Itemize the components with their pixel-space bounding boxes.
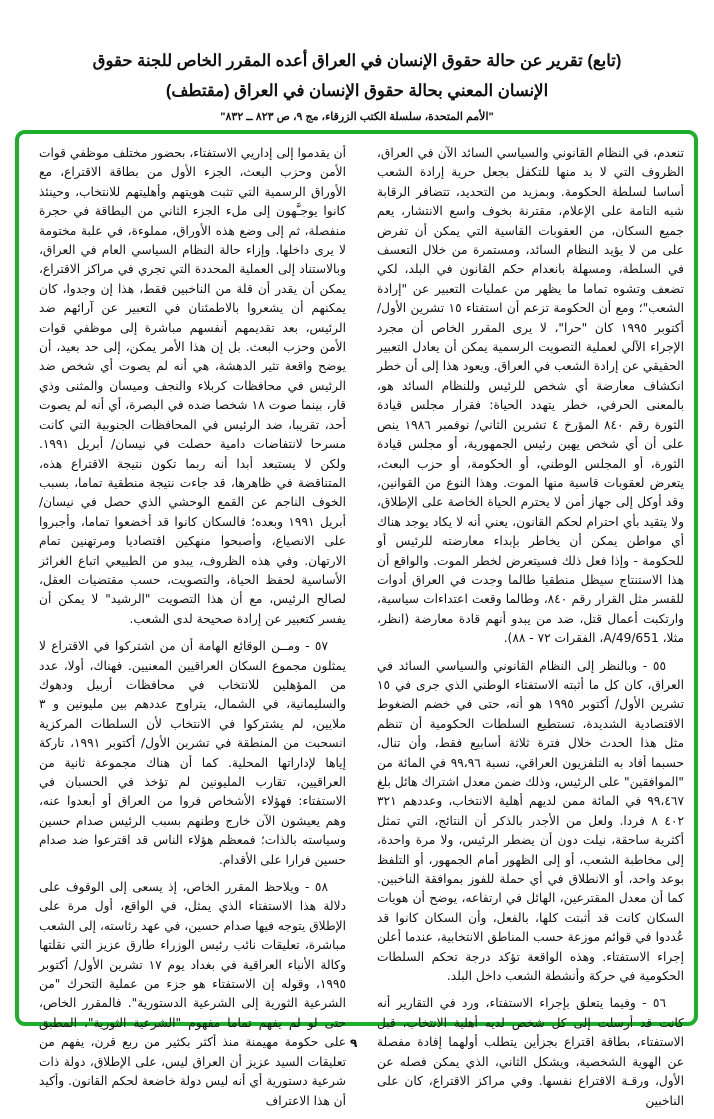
paragraph-58: ٥٨ - ويلاحظ المقرر الخاص، إذ يسعى إلى الوقوف على دلالة هذا الاستفتاء الذي يمثل، في الواقع، أول مرة على الإطلاق يتوجه فيها صدام حسين، في عهد رئاسته، إلى الشعب مباشرة، تعليقات نائب رئيس الوزراء طارق عزيز التي نقلتها وكالة الأنباء العراقية في بغداد يوم ١٧ تشرين الأول/ أكتوبر ١٩٩٥، وقوله إن الاستفتاء هو جزء من عملية التحرك "من الشرعية الثورية إلى الشرعية الدستورية". فالمقرر الخاص، حتى لو لم يفهم تماما مفهوم "الشرعية الثورية"، المطبق على حكومة مهيمنة منذ أكثر بكثير من ربع قرن، يفهم من تعليقات السيد عزيز أن العراق ليس، على الإطلاق، دولة ذات شرعية دستورية أي أنه ليس دولة خاضعة لحكم القانون. وأكيد أن هذا الاعتراف: [39, 880, 346, 1108]
page-number: ٩: [350, 1036, 358, 1050]
right-text-column: [377, 144, 684, 1119]
document-title: (تابع) تقرير عن حالة حقوق الإنسان في العراق أعده المقرر الخاص للجنة حقوق الإنسان المعني بحالة حقوق الإنسان في العراق (مقتطف): [92, 52, 622, 100]
paragraph-intro-continued: تنعدم، في النظام القانوني والسياسي السائد الآن في العراق، الظروف التي لا بد منها للتكفل بجعل حرية إرادة الشعب أساسا لسلطة الحكومة. وبمزيد من التحديد، تتضافر الرقابة شبه التامة على الإعلام، مقترنة بخوف واسع الانتشار، يعم جميع السكان، من العقوبات القاسية التي يمكن أن تفرض على من لا يؤيد النظام السائد، ومستمرة من خلال التعسف في السلطة، ومسهلة بانعدام حكم القانون في البلد، لكي تضعف وتشوه تماما ما يظهر من عمليات التعبير عن "إرادة الشعب"؛ ومع أن الحكومة تزعم أن استفتاء ١٥ تشرين الأول/ أكتوبر ١٩٩٥ كان "حرا"، لا يرى المقرر الخاص أن مجرد الإجراء الآلي لعملية التصويت الرسمية يمكن أن يعادل التعبير الحقيقي عن إرادة الشعب في العراق. ويعود هذا إلى أن خطر انكشاف معارضة أي شخص للرئيس وللنظام السائد هو، بالمعنى الحرفي، خطر يتهدد الحياة: فقرار مجلس قيادة الثورة رقم ٨٤٠ المؤرخ ٤ تشرين الثاني/ نوفمبر ١٩٨٦ ينص على أن أي شخص يهين رئيس الجمهورية، أو مجلس قيادة الثورة، أو المجلس الوطني، أو الحكومة، أو حزب البعث، يتعرض لعقوبات قاسية منها الموت. وهذا النوع من القوانين، وقد أوكل إلى جهاز أمن لا يحترم الحياة الخاصة على الإطلاق، ولا يتقيد بأي احترام لحكم القانون، يعني أنه لا يكاد يوجد هناك أي مواطن يمكن أن يخاطر بإبداء معارضته للرئيس أو للحكومة - وإذا فعل ذلك فسيتعرض لخطر الموت. والواقع أن هذا الاستنتاج سيظل منطقيا طالما وجدت في العراق أدوات للقسر مثل القرار رقم ٨٤٠، وطالما وقعت اعتداءات سياسية، وارتكبت أعمال قتل، ضد من يبدو أنهم قادة معارضة (انظر، مثلا، A/49/651، الفقرات ٧٢ - ٨٨).: [377, 146, 685, 646]
source-citation: "الأمم المتحدة، سلسلة الكتب الزرقاء، مج ٩، ص ٨٢٣ ــ ٨٣٢": [220, 111, 494, 123]
paragraph-56-continued: أن يقدموا إلى إداريي الاستفتاء، بحضور مختلف موظفي قوات الأمن وحزب البعث، الجزء الأول من بطاقة الاقتراع، مع الأوراق الرسمية التي تثبت هويتهم وأهليتهم للانتخاب، وحينئذ كانوا يوجـَّهون إلى ملء الجزء الثاني من البطاقة في حجرة منفصلة، ثم إلى وضع هذه الأوراق، مملوءة، في علبة مختومة لا يرى داخلها. وإزاء حالة النظام السياسي العام في العراق، وبالاستناد إلى العملية المحددة التي تجري في مراكز الاقتراع، يمكن أن يقدر أن قلة من الناخبين فقط، هذا إن وجدوا، كان يمكنهم أن يشعروا بالاطمئنان في التعبير عن آرائهم ضد الرئيس، بعد تقديمهم أنفسهم مباشرة إلى موظفي قوات الأمن وحزب البعث. بل إن هذا الأمر يمكن، إلى حد بعيد، أن يوضح واقعة تثير الدهشة، هي أنه لم يصوت أي شخص ضد الرئيس في محافظات كربلاء والنجف وميسان والمثنى وذي قار، بينما صوت ١٨ شخصا ضده في البصرة، أي أنه لم يصوت أحد، تقريبا، ضد الرئيس في المحافظات الجنوبية التي كانت مسرحا لانتفاضات دامية حصلت في نيسان/ أبريل ١٩٩١. ولكن لا يستبعد أبدا أنه ربما تكون نتيجة الاقتراع هذه، المتناقضة في ظاهرها، قد جاءت نتيجة منطقية تماما، بسبب الخوف الناجم عن القمع الوحشي الذي حصل في نيسان/ أبريل ١٩٩١ وبعده؛ فالسكان كانوا قد أخضعوا تماما، وأجبروا على الانصياع، وأصبحوا منهكين اقتصاديا ومرتهنين تمام الارتهان. وفي هذه الظروف، يبدو من الطبيعي اتباع الغرائز الأساسية لحفظ الحياة، والتصويت، حسب مقتضيات العقل، لصالح الرئيس، مع أن هذا التصويت "الرشيد" لا يمكن أن يفسر كتعبير عن إرادة صحيحة لدى الشعب.: [39, 146, 347, 626]
paragraph-57: ٥٧ - ومــن الوقائع الهامة أن من اشتركوا في الاقتراع لا يمثلون مجموع السكان العراقيين المعنيين. فهناك، أولا، عدد من المؤهلين للانتخاب في محافظات أربيل ودهوك والسليمانية، في الشمال، يتراوح عددهم بين مليونين و ٣ ملايين، لم يشتركوا في الانتخاب لأن السلطات المركزية انسحبت من المنطقة في تشرين الأول/ أكتوبر ١٩٩١، تاركة إياها لإداراتها المحلية. كما أن هناك مجموعة ثانية من العراقيين، تقارب المليونين لم تؤخذ في الحسبان في الاستفتاء: فهؤلاء الأشخاص فروا من العراق أو أبعدوا عنه، وهم يعيشون الآن خارج وطنهم بسبب الرئيس صدام حسين وسياسته بالذات؛ فمعظم هؤلاء الناس قد اقترعوا ضد صدام حسين فرارا على الأقدام.: [39, 639, 346, 867]
paragraph-56: ٥٦ - وفيما يتعلق بإجراء الاستفتاء، ورد في التقارير أنه كانت قد أرسلت إلى كل شخص لديه أهلية الانتخاب، قبل الاستفتاء، بطاقة اقتراع بجزأين يتطلب أولهما إفادة مفصلة عن الهوية الشخصية، ويشكل الثاني، الذي يمكن فصله عن الأول، ورقـة الاقتراع نفسها. وفي مراكز الاقتراع، كان على الناخبين: [377, 996, 684, 1108]
document-header: [0, 46, 714, 123]
left-text-column: [39, 144, 346, 1119]
paragraph-55: ٥٥ - وبالنظر إلى النظام القانوني والسياسي السائد في العراق، كان كل ما أثبته الاستفتاء الوطني الذي جرى في ١٥ تشرين الأول/ أكتوبر ١٩٩٥ هو أنه، حتى في خضم الضغوط الاقتصادية الشديدة، تستطيع السلطات الحكومية أن تنظم مثل هذا الحدث خلال فترة ثلاثة أسابيع فقط، وأن تنال، حسبما أفاد به التلفزيون العراقي، نسبة ٩٩،٩٦ في المائة من "الموافقين" على الرئيس، وذلك ضمن معدل اشتراك هائل بلغ ٩٩،٤٦٧ في المائة ممن لديهم أهلية الانتخاب، وعددهم ٣٢١ ٤٠٢ ٨ فردا. ولعل من الأجدر بالذكر أن النتائج، التي تمثل أكثرية ساحقة، نيلت دون أن يضطر الرئيس، ولا مرة واحدة، إلى مخاطبة الشعب، أو إلى الظهور أمام الجمهور، أو التلفظ بوعد واحد، أو الانطلاق في أي حملة للفوز بموافقة الناخبين. كما أن معدل المقترعين، الهائل في ارتفاعه، يوضح أن هويات السكان كانت قد أثبتت كلها، بالفعل، وأن السكان كانوا قد عُددوا في قوائم موزعة حسب المناطق الانتخابية، عندما أعلن إجراء الاستفتاء. وهذه الواقعة تؤكد درجة تحكم السلطات الحكومية في حركة وأنشطة الشعب داخل البلد.: [377, 658, 685, 984]
